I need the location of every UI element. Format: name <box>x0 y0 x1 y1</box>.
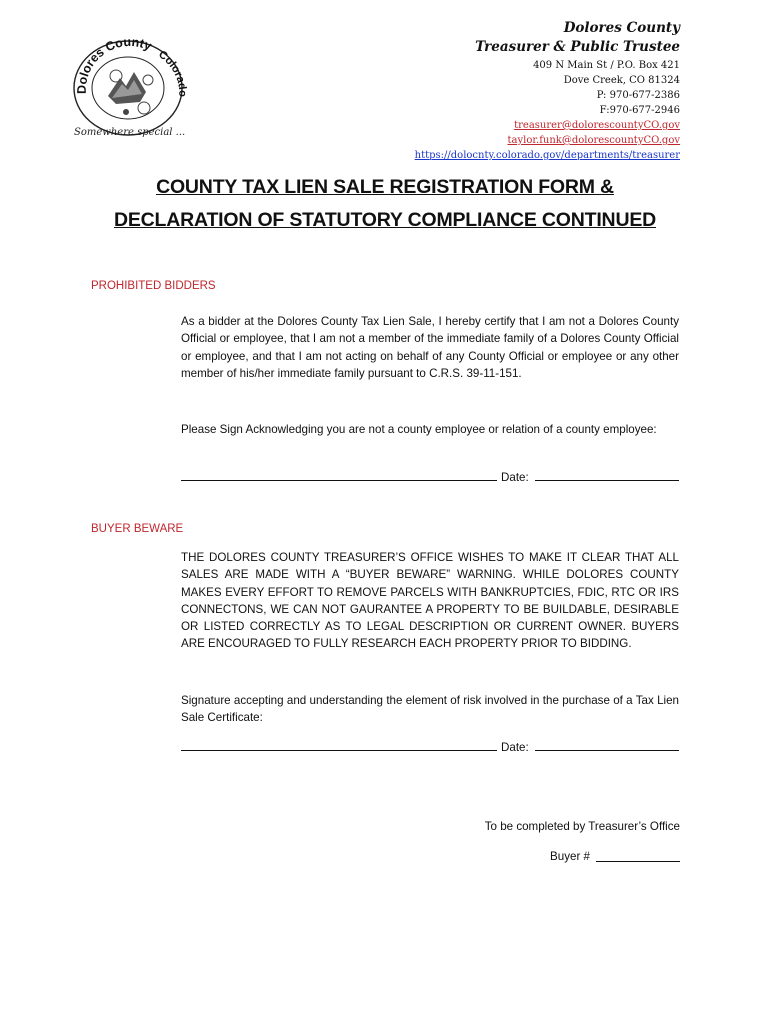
beware-sign-prompt: Signature accepting and understanding the element of risk involved in the purchase of a Tax Lien Sale Certificate: <box>181 694 679 725</box>
address-line1: 409 N Main St / P.O. Box 421 <box>533 60 680 71</box>
beware-date-label: Date: <box>501 741 529 754</box>
header-county-name: Dolores County <box>563 20 680 36</box>
header-office-name: Treasurer & Public Trustee <box>475 39 680 55</box>
prohibited-bidders-heading: PROHIBITED BIDDERS <box>91 280 216 292</box>
form-title-line2: DECLARATION OF STATUTORY COMPLIANCE CONTINUED <box>113 209 657 231</box>
prohibited-bidders-text: As a bidder at the Dolores County Tax Lien Sale, I hereby certify that I am not a Dolores County Official or employee, that I am not a member of the immediate family of a Dolores County Official or employee, and that I am not acting on behalf of any County Official or employee or any other member of his/her immediate family pursuant to C.R.S. 39-11-151. <box>181 315 679 380</box>
prohibited-signature-row <box>181 466 679 484</box>
buyer-number-row <box>550 849 680 863</box>
phone-number: P: 970-677-2386 <box>596 90 680 101</box>
address-block <box>415 58 680 163</box>
beware-signature-row <box>181 736 679 754</box>
beware-date-line[interactable] <box>535 750 679 751</box>
buyer-number-line[interactable] <box>596 849 680 862</box>
address-line2: Dove Creek, CO 81324 <box>563 75 680 86</box>
svg-text:Colorado <box>156 49 188 98</box>
prohibited-date-label: Date: <box>501 471 529 484</box>
prohibited-signature-line[interactable] <box>181 480 497 481</box>
buyer-beware-heading: BUYER BEWARE <box>91 523 184 535</box>
seal-top-text: Dolores County <box>74 36 154 95</box>
email-taylor-link[interactable]: taylor.funk@dolorescountyCO.gov <box>507 135 680 146</box>
fax-number: F:970-677-2946 <box>599 105 680 116</box>
county-seal-logo <box>70 36 188 136</box>
prohibited-date-line[interactable] <box>535 480 679 481</box>
buyer-number-label: Buyer # <box>550 850 590 863</box>
form-title-line1: COUNTY TAX LIEN SALE REGISTRATION FORM & <box>156 176 614 198</box>
buyer-beware-text: THE DOLORES COUNTY TREASURER’S OFFICE WISHES TO MAKE IT CLEAR THAT ALL SALES ARE MADE WITH A “BUYER BEWARE” WARNING. WHILE DOLORES COUNTY MAKES EVERY EFFORT TO REMOVE PARCELS WITH BANKRUPTCIES, FDIC, RTC OR IRS CONNECTONS, WE CAN NOT GAURANTEE A PROPERTY TO BE BUILDABLE, DESIRABLE OR LISTED CORRECTLY AS TO LEGAL DESCRIPTION OR CURRENT OWNER. BUYERS ARE ENCOURAGED TO FULLY RESEARCH EACH PROPERTY PRIOR TO BIDDING. <box>181 551 679 651</box>
prohibited-sign-prompt: Please Sign Acknowledging you are not a county employee or relation of a county employee: <box>181 423 657 436</box>
seal-right-text: Colorado <box>156 48 188 97</box>
email-treasurer-link[interactable]: treasurer@dolorescountyCO.gov <box>514 120 680 131</box>
office-use-label: To be completed by Treasurer’s Office <box>484 820 680 833</box>
website-link[interactable]: https://dolocnty.colorado.gov/departments/treasurer <box>414 150 680 161</box>
seal-tagline: Somewhere special ... <box>74 127 186 138</box>
beware-signature-line[interactable] <box>181 750 497 751</box>
